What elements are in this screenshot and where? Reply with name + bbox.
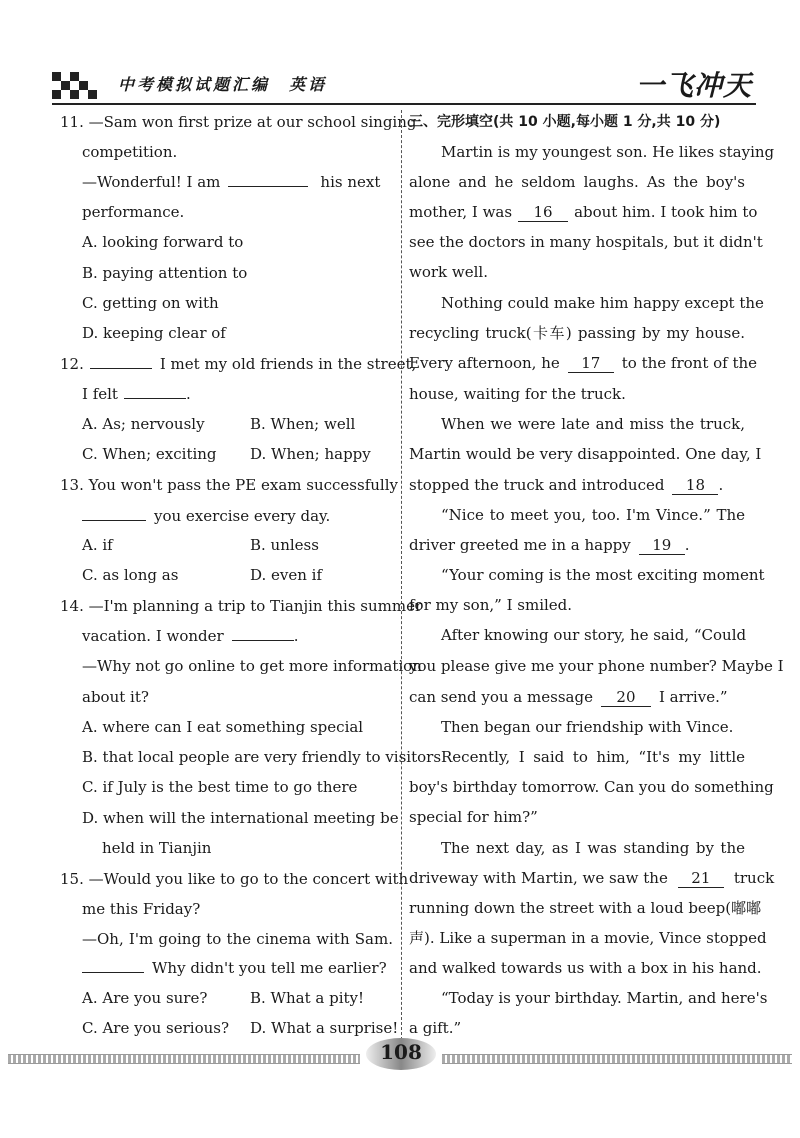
passage-line: see the doctors in many hospitals, but it didn't [409, 233, 763, 251]
q12-blank-2[interactable] [124, 398, 186, 399]
blank-19[interactable]: 19 [639, 537, 685, 555]
passage-line: driver greeted me in a happy 19 . [409, 536, 690, 554]
q13-option-c[interactable]: C. as long as [82, 566, 179, 584]
blank-17[interactable]: 17 [568, 355, 614, 373]
q14-option-c[interactable]: C. if July is the best time to go there [82, 778, 358, 796]
passage-line: mother, I was 16 about him. I took him to [409, 203, 758, 221]
footer-border-right [442, 1054, 792, 1064]
passage-line: driveway with Martin, we saw the 21 truck [409, 869, 775, 887]
passage-line: a gift.” [409, 1019, 462, 1037]
passage-line: stopped the truck and introduced 18 . [409, 476, 724, 494]
brand-logo: 一飞冲天 [635, 69, 752, 102]
checker-logo-icon [52, 72, 98, 102]
passage-line: 声). Like a superman in a movie, Vince stopped [409, 929, 767, 947]
q15-option-c[interactable]: C. Are you serious? [82, 1019, 230, 1037]
q14-reply: —Why not go online to get more information [82, 657, 422, 675]
passage-line: and walked towards us with a box in his hand. [409, 959, 762, 977]
passage-line: boy's birthday tomorrow. Can you do something [409, 778, 774, 796]
passage-line: Martin would be very disappointed. One day, I [409, 445, 762, 463]
q14-reply-cont: about it? [82, 688, 149, 706]
section-heading: 三、完形填空(共 10 小题,每小题 1 分,共 10 分) [409, 114, 721, 130]
passage-line: recycling truck(卡车) passing by my house. [409, 324, 745, 342]
q12-stem: 12. I met my old friends in the street, [60, 355, 417, 373]
q12-option-a[interactable]: A. As; nervously [82, 415, 205, 433]
q12-option-c[interactable]: C. When; exciting [82, 445, 217, 463]
q13-option-d[interactable]: D. even if [250, 566, 323, 584]
q13-option-b[interactable]: B. unless [250, 536, 319, 554]
passage-line: “Today is your birthday. Martin, and here's [441, 989, 768, 1007]
q13-blank[interactable] [82, 520, 146, 521]
passage-line: alone and he seldom laughs. As the boy's [409, 173, 745, 191]
passage-line: house, waiting for the truck. [409, 385, 626, 403]
page-number: 108 [380, 1040, 422, 1064]
q15-option-a[interactable]: A. Are you sure? [82, 989, 208, 1007]
q12-option-b[interactable]: B. When; well [250, 415, 356, 433]
q12-option-d[interactable]: D. When; happy [250, 445, 371, 463]
blank-21[interactable]: 21 [678, 870, 724, 888]
q14-option-d-cont: held in Tianjin [102, 839, 212, 857]
q11-option-d[interactable]: D. keeping clear of [82, 324, 226, 342]
passage-line: The next day, as I was standing by the [441, 839, 745, 857]
q14-option-d[interactable]: D. when will the international meeting be [82, 809, 399, 827]
passage-line: “Nice to meet you, too. I'm Vince.” The [441, 506, 745, 524]
passage-line: running down the street with a loud beep(嘟嘟 [409, 899, 762, 917]
passage-line: “Your coming is the most exciting moment [441, 566, 765, 584]
q11-stem-cont: competition. [82, 143, 178, 161]
q15-reply-cont: Why didn't you tell me earlier? [82, 958, 387, 978]
q14-option-b[interactable]: B. that local people are very friendly to visitors [82, 748, 442, 766]
q15-stem: 15. —Would you like to go to the concert with [60, 870, 409, 888]
passage-line: Every afternoon, he 17 to the front of the [409, 354, 758, 372]
q11-option-b[interactable]: B. paying attention to [82, 264, 248, 282]
q14-blank[interactable] [232, 640, 294, 641]
q11-option-c[interactable]: C. getting on with [82, 294, 219, 312]
q11-blank[interactable] [228, 186, 308, 187]
passage-line: Nothing could make him happy except the [441, 294, 764, 312]
passage-line: work well. [409, 263, 488, 281]
blank-20[interactable]: 20 [601, 689, 651, 707]
passage-line: After knowing our story, he said, “Could [441, 626, 747, 644]
q14-stem: 14. —I'm planning a trip to Tianjin this summer [60, 597, 423, 615]
q12-stem-cont: I felt . [82, 385, 191, 403]
q14-stem-cont: vacation. I wonder . [82, 627, 299, 645]
q15-stem-cont: me this Friday? [82, 900, 201, 918]
q13-stem-cont: you exercise every day. [82, 506, 330, 526]
q14-option-a[interactable]: A. where can I eat something special [82, 718, 364, 736]
q15-blank[interactable] [82, 972, 144, 973]
q13-stem: 13. You won't pass the PE exam successfully [60, 476, 398, 494]
q11-reply: —Wonderful! I am his next [82, 173, 381, 191]
passage-line: Recently, I said to him, “It's my little [441, 748, 745, 766]
page-header [52, 64, 752, 104]
blank-18[interactable]: 18 [672, 477, 718, 495]
column-divider [401, 110, 402, 1040]
passage-line: can send you a message 20 I arrive.” [409, 688, 728, 706]
q11-option-a[interactable]: A. looking forward to [82, 233, 244, 251]
blank-16[interactable]: 16 [518, 204, 568, 222]
q15-reply: —Oh, I'm going to the cinema with Sam. [82, 930, 393, 948]
passage-line: Then began our friendship with Vince. [441, 718, 734, 736]
passage-line: Martin is my youngest son. He likes staying [441, 143, 775, 161]
q13-option-a[interactable]: A. if [82, 536, 113, 554]
q11-reply-cont: performance. [82, 203, 185, 221]
q15-option-d[interactable]: D. What a surprise! [250, 1019, 399, 1037]
header-rule [52, 103, 756, 105]
passage-line: for my son,” I smiled. [409, 596, 573, 614]
footer-border-left [8, 1054, 360, 1064]
book-title: 中考模拟试题汇编 英语 [118, 75, 328, 94]
passage-line: special for him?” [409, 808, 538, 826]
q11-stem: 11. —Sam won first prize at our school singing [60, 113, 417, 131]
q15-option-b[interactable]: B. What a pity! [250, 989, 365, 1007]
passage-line: you please give me your phone number? Maybe I [409, 657, 784, 675]
q12-blank-1[interactable] [90, 368, 152, 369]
passage-line: When we were late and miss the truck, [441, 415, 745, 433]
